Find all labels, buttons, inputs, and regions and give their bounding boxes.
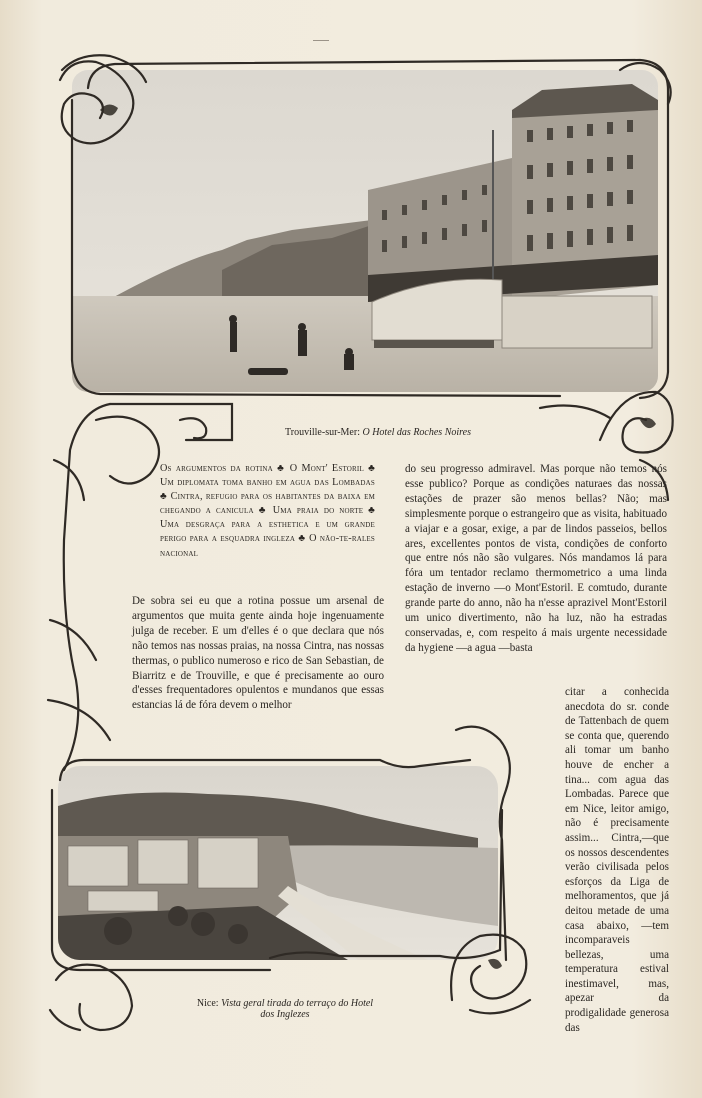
caption-place: Trouville-sur-Mer:: [285, 427, 360, 438]
caption-nice: [150, 998, 420, 1020]
caption-title-continued: dos Inglezes: [260, 1009, 310, 1020]
caption-trouville: [285, 427, 471, 438]
summary-item: Cintra, refugio para os habitantes da baixa em chegando a canicula: [160, 491, 376, 517]
caption-place: Nice:: [196, 998, 219, 1009]
clover-icon: ♣: [298, 533, 306, 545]
summary-item: O não-te-rales nacional: [160, 533, 375, 559]
clover-icon: ♣: [368, 463, 376, 474]
article-column-1: De sobra sei eu que a rotina possue um arsenal de argumentos que muita gente ainda hoje ingenuamente julga de receber. E um d'elles é o que declara que nós não temos nas nossas praias, na nossa Cintra, nas nossas thermas, o publico numeroso e rico de San Sebastian, de Biarritz e de Trouville, e que é precisamente ao ouro d'esses frequentadores opulentos e mundanos que essas estancias lá de fóra devem o melhor: [132, 595, 384, 712]
caption-title: O Hotel das Roches Noires: [362, 427, 471, 438]
clover-icon: ♣: [277, 463, 286, 474]
summary-item: Uma desgraça para a esthetica e um grande perigo para a esquadra ingleza: [160, 519, 375, 545]
clover-icon: ♣: [160, 491, 168, 503]
article-column-2: do seu progresso admiravel. Mas porque não temos nós esse publico? Porque as condições naturaes das nossas estações de prazer são menos bellas? Não; mas simplesmente porque o estrangeiro que as visita, habituado a viajar e a gosar, exige, a par de lindos passeios, bellos ares, excellentes pontos de vista, condições de conforto que entre nós não são vulgares. Nós mandamos lá para fóra um tentador reclamo thermometrico a uma linda estação de inverno —o Mont'Estoril. E comtudo, durante grande parte do anno, não ha n'esse aprazivel Mont'Estoril um unico divertimento, não ha luz, não ha estradas conservadas, e, com respeito á mais urgente necessidade da hygiene —a agua —basta: [405, 463, 667, 654]
summary-item: O Mont' Estoril: [289, 463, 364, 474]
clover-icon: ♣: [368, 505, 376, 517]
summary-item: Uma praia do norte: [272, 505, 364, 517]
summary-item: Os argumentos da rotina: [160, 463, 273, 474]
summary-item: Um diplomata toma banho em agua das Lombadas: [160, 477, 375, 489]
article-column-3: citar a conhecida anecdota do sr. conde de Tattenbach de quem se conta que, querendo ali tomar um banho houve de encher a tina... com agua das Lombadas. Parece que em Nice, leitor amigo, não é precisamente assim... Cintra,—que os nossos descendentes verão civilisada pelos esforços da Liga de melhoramentos, que já deitou metade de uma casa abaixo, —tem incomparaveis bellezas, uma temperatura estival inestimavel, mas, apezar da prodigalidade generosa das: [565, 686, 669, 1034]
clover-icon: ♣: [258, 505, 268, 517]
article-summary: [160, 462, 375, 561]
caption-title: Vista geral tirada do terraço do Hotel: [221, 998, 374, 1009]
